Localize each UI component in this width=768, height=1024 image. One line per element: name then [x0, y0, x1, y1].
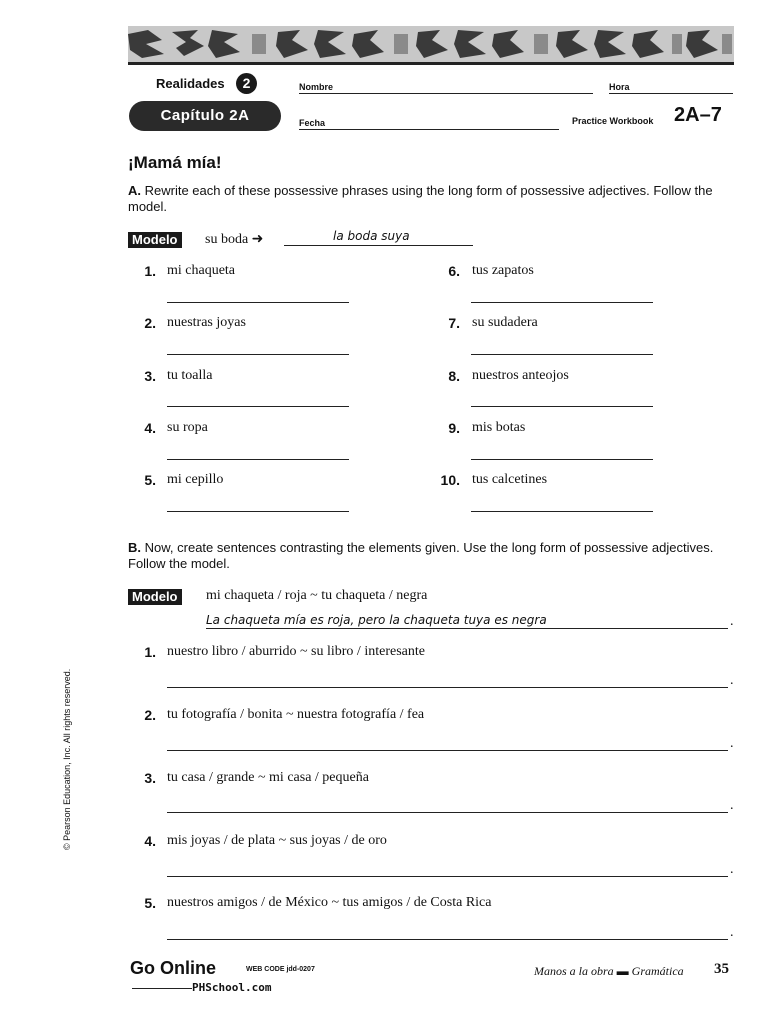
- answer-line[interactable]: [471, 511, 653, 512]
- decorative-banner: [128, 26, 734, 62]
- hour-field[interactable]: [609, 93, 733, 94]
- answer-line[interactable]: [471, 406, 653, 407]
- date-field[interactable]: [299, 129, 559, 130]
- item-prompt: mis botas: [472, 420, 526, 435]
- item-prompt: su ropa: [167, 420, 208, 435]
- hour-label: Hora: [609, 82, 630, 92]
- answer-line[interactable]: [167, 406, 349, 407]
- answer-line[interactable]: [167, 687, 728, 688]
- item-prompt: su sudadera: [472, 315, 538, 330]
- item-prompt: nuestros amigos / de México ~ tus amigos / de Costa Rica: [167, 895, 492, 910]
- chapter-badge: Capítulo 2A: [129, 101, 281, 131]
- workbook-label: Practice Workbook: [572, 116, 654, 126]
- part-a-text: Rewrite each of these possessive phrases using the long form of possessive adjectives. Follow the model.: [128, 183, 713, 214]
- item-number: 1.: [144, 263, 156, 279]
- answer-line[interactable]: [471, 302, 653, 303]
- item-number: 5.: [144, 472, 156, 488]
- item-number: 6.: [448, 263, 460, 279]
- date-label: Fecha: [299, 118, 326, 128]
- answer-line[interactable]: [167, 354, 349, 355]
- part-a-model-prompt: su boda ➜: [205, 232, 264, 247]
- period: .: [730, 862, 734, 877]
- item-number: 4.: [144, 833, 156, 849]
- item-number: 4.: [144, 420, 156, 436]
- item-prompt: nuestros anteojos: [472, 368, 569, 383]
- answer-line[interactable]: [167, 812, 728, 813]
- answer-line[interactable]: [471, 459, 653, 460]
- item-prompt: mis joyas / de plata ~ sus joyas / de oro: [167, 833, 387, 848]
- item-number: 8.: [448, 368, 460, 384]
- item-prompt: mi cepillo: [167, 472, 224, 487]
- item-number: 9.: [448, 420, 460, 436]
- part-a-model-badge: Modelo: [128, 232, 182, 248]
- item-number: 2.: [144, 315, 156, 331]
- answer-line[interactable]: [167, 750, 728, 751]
- part-b-model-badge: Modelo: [128, 589, 182, 605]
- answer-line[interactable]: [167, 939, 728, 940]
- name-field[interactable]: [299, 93, 593, 94]
- part-b-model-answer: La chaqueta mía es roja, pero la chaqueta tuya es negra: [206, 613, 547, 627]
- item-number: 3.: [144, 770, 156, 786]
- period: .: [730, 673, 734, 688]
- item-prompt: tu fotografía / bonita ~ nuestra fotografía / fea: [167, 707, 425, 722]
- answer-line[interactable]: [471, 354, 653, 355]
- level-badge: 2: [236, 73, 257, 94]
- answer-line[interactable]: [167, 511, 349, 512]
- item-number: 3.: [144, 368, 156, 384]
- item-prompt: nuestras joyas: [167, 315, 246, 330]
- answer-line[interactable]: [167, 459, 349, 460]
- page-number: 35: [714, 961, 729, 977]
- page-code: 2A–7: [674, 104, 722, 126]
- banner-pattern-icon: [128, 26, 734, 62]
- site-link[interactable]: PHSchool.com: [192, 981, 272, 994]
- part-a-model-answer: la boda suya: [333, 229, 410, 243]
- part-b-model-line: [206, 628, 728, 629]
- item-prompt: tus calcetines: [472, 472, 548, 487]
- part-b-instructions: [128, 540, 728, 572]
- period: .: [730, 736, 734, 751]
- answer-line[interactable]: [167, 302, 349, 303]
- part-b-letter: B.: [128, 540, 141, 555]
- item-prompt: mi chaqueta: [167, 263, 236, 278]
- period: .: [730, 798, 734, 813]
- logo-underline: [132, 988, 192, 989]
- part-a-letter: A.: [128, 183, 141, 198]
- period: .: [730, 925, 734, 940]
- banner-rule: [128, 62, 734, 65]
- series-title: Realidades: [156, 76, 225, 91]
- part-b-model-prompt: mi chaqueta / roja ~ tu chaqueta / negra: [206, 588, 428, 603]
- item-number: 7.: [448, 315, 460, 331]
- item-number: 5.: [144, 895, 156, 911]
- item-number: 10.: [440, 472, 460, 488]
- item-number: 2.: [144, 707, 156, 723]
- item-number: 1.: [144, 644, 156, 660]
- item-prompt: nuestro libro / aburrido ~ su libro / interesante: [167, 644, 425, 659]
- copyright-note: © Pearson Education, Inc. All rights reserved.: [62, 668, 72, 850]
- part-a-instructions: [128, 183, 728, 215]
- item-prompt: tus zapatos: [472, 263, 534, 278]
- period: .: [730, 614, 734, 629]
- answer-line[interactable]: [167, 876, 728, 877]
- item-prompt: tu casa / grande ~ mi casa / pequeña: [167, 770, 369, 785]
- page-title: ¡Mamá mía!: [128, 153, 222, 172]
- part-a-model-line: [284, 245, 473, 246]
- item-prompt: tu toalla: [167, 368, 213, 383]
- part-b-text: Now, create sentences contrasting the elements given. Use the long form of possessive adjectives. Follow the model.: [128, 540, 714, 571]
- web-code: WEB CODE jdd-0207: [246, 966, 315, 973]
- name-label: Nombre: [299, 82, 334, 92]
- section-label: Manos a la obra ▬ Gramática: [534, 964, 684, 978]
- go-online-logo: Go Online: [130, 958, 217, 978]
